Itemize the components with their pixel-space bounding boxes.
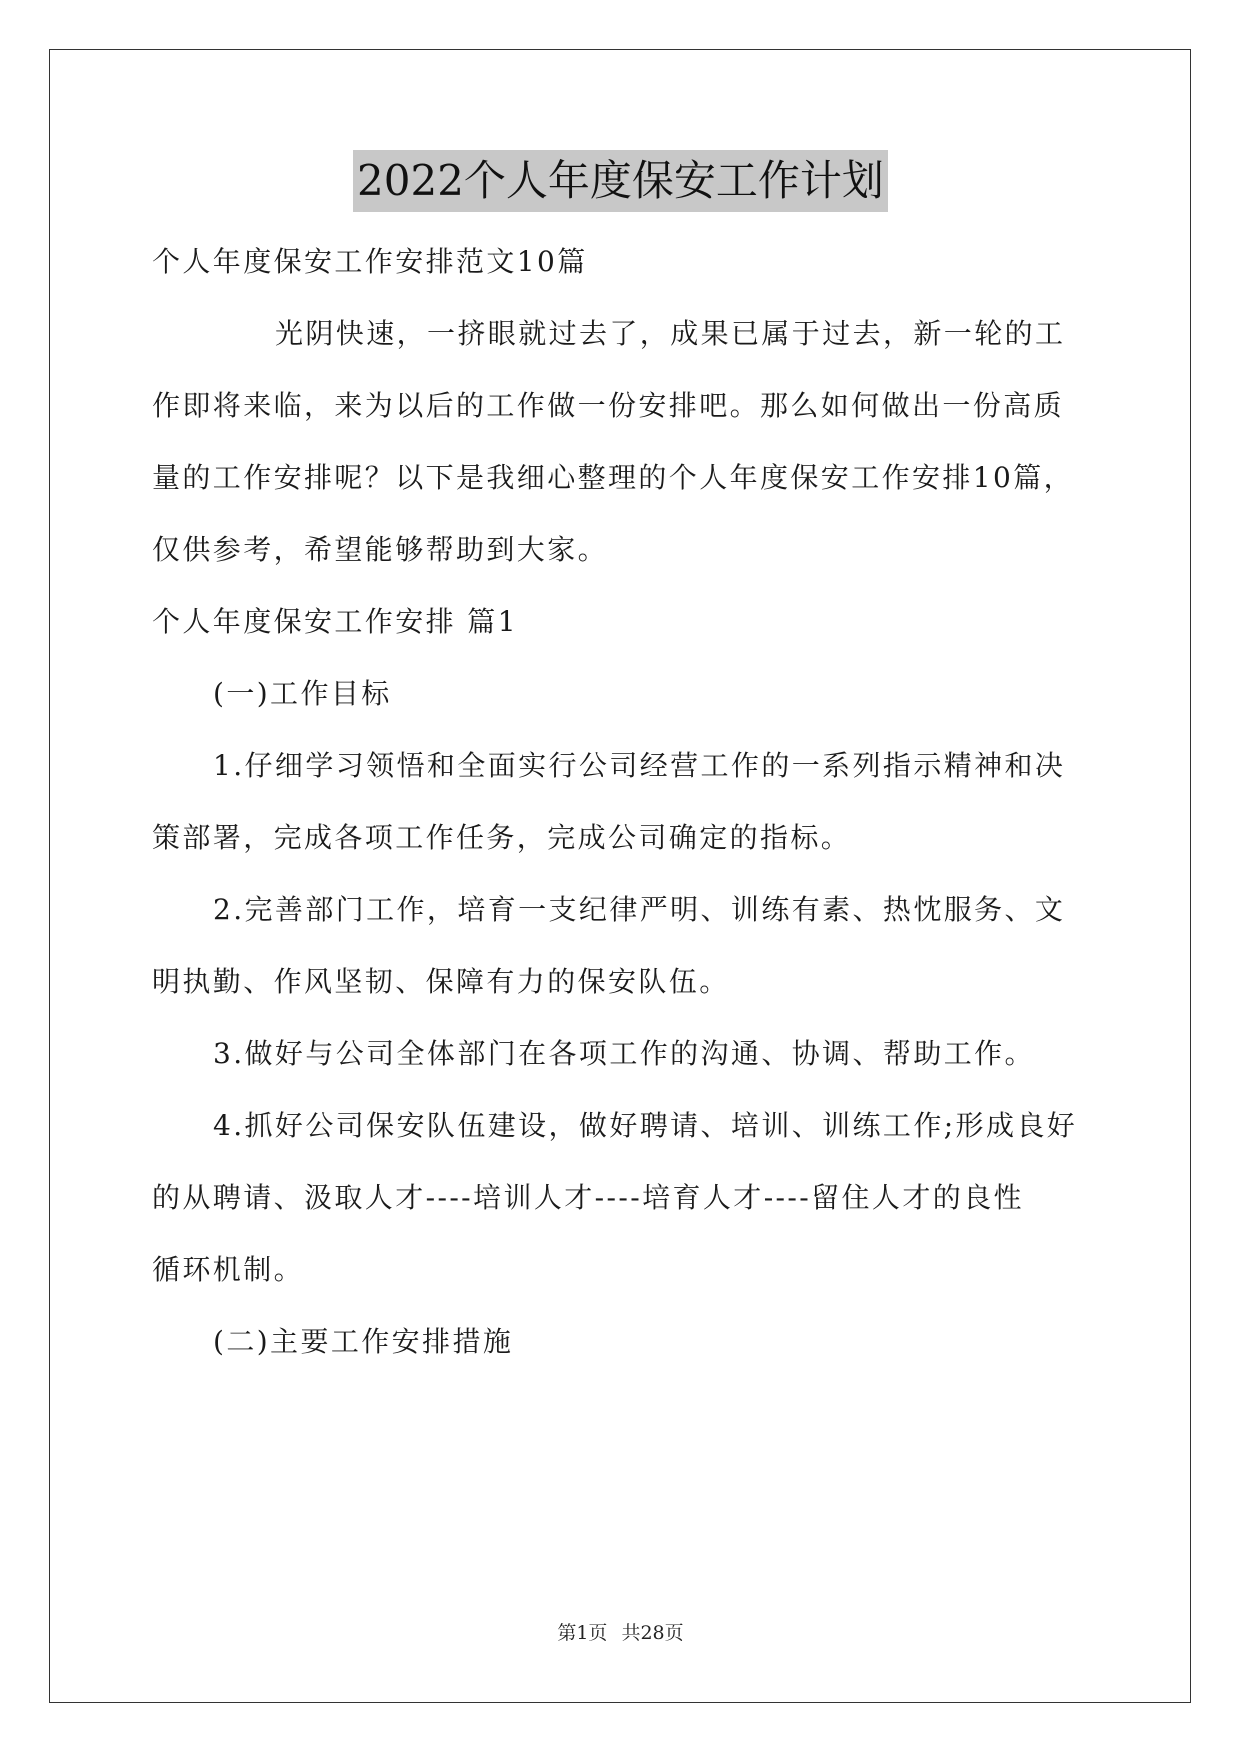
document-title: 2022个人年度保安工作计划: [353, 150, 888, 212]
paragraph-line: 2.完善部门工作，培育一支纪律严明、训练有素、热忱服务、文: [213, 893, 1066, 926]
paragraph-line: 策部署，完成各项工作任务，完成公司确定的指标。: [152, 821, 852, 854]
title-container: [0, 150, 1241, 212]
paragraph-line: 作即将来临，来为以后的工作做一份安排吧。那么如何做出一份高质: [152, 389, 1065, 422]
total-pages: 共28页: [621, 1622, 684, 1644]
paragraph-line: 光阴快速，一挤眼就过去了，成果已属于过去，新一轮的工: [275, 317, 1066, 350]
paragraph-line: 的从聘请、汲取人才----培训人才----培育人才----留住人才的良性: [152, 1181, 1024, 1214]
paragraph-line: 量的工作安排呢？以下是我细心整理的个人年度保安工作安排10篇，: [152, 461, 1075, 494]
page-number: 第1页: [557, 1622, 608, 1644]
paragraph-line: 循环机制。: [152, 1253, 305, 1286]
paragraph-line: 明执勤、作风坚韧、保障有力的保安队伍。: [152, 965, 730, 998]
paragraph-line: 3.做好与公司全体部门在各项工作的沟通、协调、帮助工作。: [213, 1037, 1035, 1070]
subsection-heading: (二)主要工作安排措施: [213, 1325, 514, 1358]
paragraph-line: 仅供参考，希望能够帮助到大家。: [152, 533, 609, 566]
page-footer: [0, 1620, 1241, 1646]
paragraph-line: 4.抓好公司保安队伍建设，做好聘请、培训、训练工作;形成良好: [213, 1109, 1078, 1142]
paragraph-line: 1.仔细学习领悟和全面实行公司经营工作的一系列指示精神和决: [213, 749, 1066, 782]
section-heading: 个人年度保安工作安排 篇1: [152, 605, 518, 638]
subsection-heading: (一)工作目标: [213, 677, 392, 710]
page-border: [49, 49, 1191, 1703]
subtitle-line: 个人年度保安工作安排范文10篇: [152, 245, 588, 278]
